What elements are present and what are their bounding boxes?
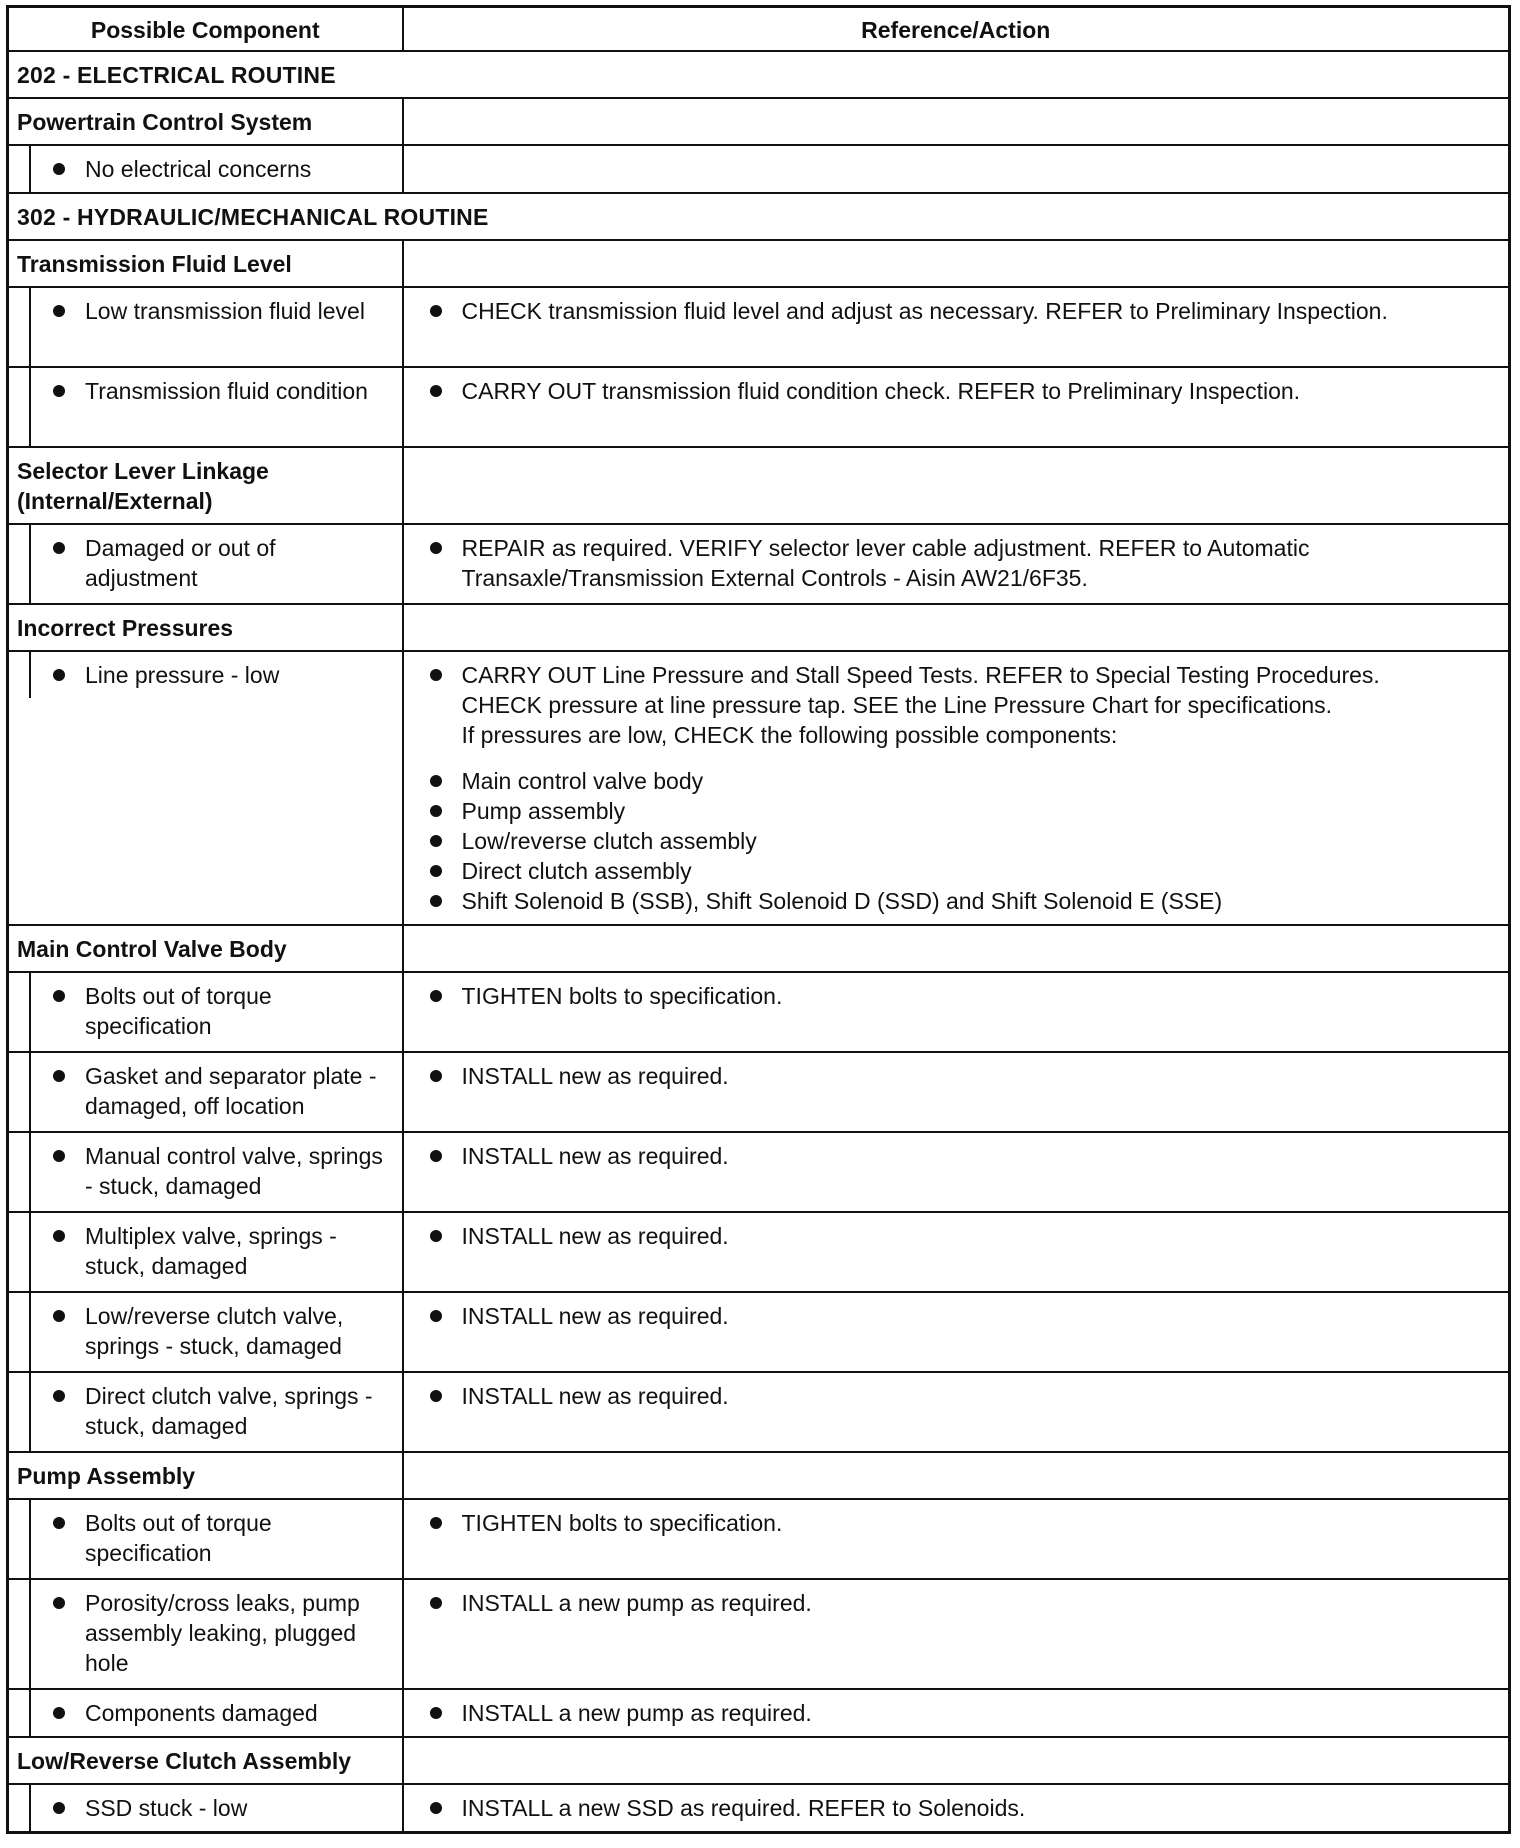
action-text: CARRY OUT transmission fluid condition check. REFER to Preliminary Inspection.: [461, 378, 1301, 404]
indent-bar: [9, 1500, 31, 1578]
group-row: [8, 98, 1510, 145]
group-transmission-fluid-level: Transmission Fluid Level: [8, 240, 403, 287]
table-header-row: [8, 7, 1510, 52]
component-text: Components damaged: [85, 1700, 318, 1726]
component-text: Manual control valve, springs - stuck, damaged: [85, 1143, 383, 1199]
indent-bar: [9, 1053, 31, 1131]
section-hydraulic-mechanical-routine: 302 - HYDRAULIC/MECHANICAL ROUTINE: [8, 193, 1510, 240]
group-empty-cell: [403, 925, 1510, 972]
action-cell: [403, 1689, 1510, 1737]
group-row: [8, 1452, 1510, 1499]
bullet-icon: [53, 1597, 65, 1609]
action-text: INSTALL new as required.: [461, 1223, 729, 1249]
indent-bar: [9, 1785, 31, 1831]
component-text: No electrical concerns: [85, 156, 312, 182]
component-text: Low transmission fluid level: [85, 298, 365, 324]
component-text: Low/reverse clutch valve, springs - stuck, damaged: [85, 1303, 344, 1359]
action-cell: [403, 972, 1510, 1052]
group-empty-cell: [403, 447, 1510, 524]
bullet-icon: [53, 1230, 65, 1242]
action-text: CHECK transmission fluid level and adjust as necessary. REFER to Preliminary Inspection.: [461, 298, 1388, 324]
component-text: SSD stuck - low: [85, 1795, 248, 1821]
action-text: INSTALL new as required.: [461, 1143, 729, 1169]
list-item: Direct clutch assembly: [461, 858, 692, 884]
group-low-reverse-clutch-assembly: Low/Reverse Clutch Assembly: [8, 1737, 403, 1784]
group-incorrect-pressures: Incorrect Pressures: [8, 604, 403, 651]
component-cell: [8, 1784, 403, 1833]
table-row: [8, 972, 1510, 1052]
bullet-icon: [430, 1390, 442, 1402]
indent-bar: [9, 1373, 31, 1451]
indent-bar: [9, 1133, 31, 1211]
table-row: [8, 1052, 1510, 1132]
action-text: INSTALL a new pump as required.: [461, 1590, 812, 1616]
bullet-icon: [53, 1707, 65, 1719]
table-row: [8, 287, 1510, 367]
group-empty-cell: [403, 604, 1510, 651]
list-item: Shift Solenoid B (SSB), Shift Solenoid D (SSD) and Shift Solenoid E (SSE): [461, 888, 1223, 914]
table-row: [8, 1212, 1510, 1292]
component-cell: [8, 367, 403, 447]
group-powertrain-control-system: Powertrain Control System: [8, 98, 403, 145]
action-text: INSTALL a new pump as required.: [461, 1700, 812, 1726]
component-text: Bolts out of torque specification: [85, 1510, 272, 1566]
bullet-icon: [53, 990, 65, 1002]
group-empty-cell: [403, 1737, 1510, 1784]
bullet-icon: [430, 895, 442, 907]
indent-bar: [9, 1690, 31, 1736]
action-cell: [403, 367, 1510, 447]
bullet-icon: [53, 305, 65, 317]
bullet-icon: [53, 385, 65, 397]
bullet-icon: [430, 385, 442, 397]
bullet-icon: [53, 1070, 65, 1082]
bullet-icon: [430, 865, 442, 877]
table-row: [8, 1689, 1510, 1737]
component-text: Damaged or out of adjustment: [85, 535, 276, 591]
component-cell: [8, 1132, 403, 1212]
bullet-icon: [53, 669, 65, 681]
bullet-icon: [430, 990, 442, 1002]
bullet-icon: [53, 1150, 65, 1162]
table-row: [8, 651, 1510, 925]
bullet-icon: [430, 1230, 442, 1242]
group-row: [8, 447, 1510, 524]
indent-bar: [9, 1293, 31, 1371]
bullet-icon: [430, 305, 442, 317]
group-main-control-valve-body: Main Control Valve Body: [8, 925, 403, 972]
bullet-icon: [430, 542, 442, 554]
group-selector-lever-linkage: Selector Lever Linkage (Internal/External): [8, 447, 403, 524]
action-text: INSTALL new as required.: [461, 1063, 729, 1089]
component-cell: [8, 1499, 403, 1579]
component-cell: [8, 287, 403, 367]
indent-bar: [9, 368, 31, 446]
component-text: Line pressure - low: [85, 662, 280, 688]
bullet-icon: [430, 775, 442, 787]
section-row: [8, 51, 1510, 98]
indent-bar: [9, 525, 31, 603]
bullet-icon: [430, 1597, 442, 1609]
header-reference-action: Reference/Action: [403, 7, 1510, 52]
action-text: INSTALL a new SSD as required. REFER to Solenoids.: [461, 1795, 1026, 1821]
group-row: [8, 240, 1510, 287]
bullet-icon: [53, 1802, 65, 1814]
component-cell: [8, 1689, 403, 1737]
bullet-icon: [53, 163, 65, 175]
action-text: TIGHTEN bolts to specification.: [461, 983, 783, 1009]
table-row: [8, 1372, 1510, 1452]
indent-bar: [9, 652, 31, 698]
bullet-icon: [430, 805, 442, 817]
action-text: INSTALL new as required.: [461, 1383, 729, 1409]
component-text: Bolts out of torque specification: [85, 983, 272, 1039]
action-cell: [403, 1052, 1510, 1132]
table-row: [8, 1579, 1510, 1689]
action-text: CHECK pressure at line pressure tap. SEE the Line Pressure Chart for specifications.: [461, 692, 1333, 718]
diagnostic-table: [6, 5, 1511, 1834]
header-possible-component: Possible Component: [8, 7, 403, 52]
component-cell: [8, 1052, 403, 1132]
bullet-icon: [430, 1150, 442, 1162]
group-empty-cell: [403, 98, 1510, 145]
indent-bar: [9, 146, 31, 192]
action-cell: [403, 145, 1510, 193]
component-check-list: [430, 766, 1497, 916]
component-cell: [8, 1579, 403, 1689]
table-row: [8, 524, 1510, 604]
bullet-icon: [430, 1070, 442, 1082]
bullet-icon: [430, 1707, 442, 1719]
group-empty-cell: [403, 240, 1510, 287]
table-row: [8, 1499, 1510, 1579]
component-cell: [8, 1212, 403, 1292]
action-cell: [403, 1372, 1510, 1452]
bullet-icon: [430, 669, 442, 681]
list-item: Pump assembly: [461, 798, 626, 824]
bullet-icon: [53, 1390, 65, 1402]
component-cell: [8, 651, 403, 925]
bullet-icon: [430, 1802, 442, 1814]
action-cell: [403, 1499, 1510, 1579]
action-cell: [403, 1292, 1510, 1372]
component-cell: [8, 972, 403, 1052]
group-row: [8, 604, 1510, 651]
action-cell: [403, 1579, 1510, 1689]
action-text: REPAIR as required. VERIFY selector lever cable adjustment. REFER to Automatic Transaxle/Transmission External Controls - Aisin AW21/6F35.: [461, 535, 1310, 591]
bullet-icon: [430, 1310, 442, 1322]
component-text: Porosity/cross leaks, pump assembly leaking, plugged hole: [85, 1590, 360, 1676]
group-row: [8, 1737, 1510, 1784]
component-cell: [8, 524, 403, 604]
action-text: TIGHTEN bolts to specification.: [461, 1510, 783, 1536]
table-row: [8, 1784, 1510, 1833]
bullet-icon: [53, 1310, 65, 1322]
action-cell: [403, 1132, 1510, 1212]
list-item: Main control valve body: [461, 768, 704, 794]
indent-bar: [9, 973, 31, 1051]
table-row: [8, 367, 1510, 447]
bullet-icon: [430, 1517, 442, 1529]
bullet-icon: [53, 542, 65, 554]
action-cell: [403, 651, 1510, 925]
action-text: CARRY OUT Line Pressure and Stall Speed Tests. REFER to Special Testing Procedures.: [461, 662, 1380, 688]
indent-bar: [9, 288, 31, 366]
component-cell: [8, 1292, 403, 1372]
section-row: [8, 193, 1510, 240]
list-item: Low/reverse clutch assembly: [461, 828, 757, 854]
component-text: Multiplex valve, springs - stuck, damaged: [85, 1223, 337, 1279]
component-cell: [8, 1372, 403, 1452]
component-text: Transmission fluid condition: [85, 378, 368, 404]
component-text: Direct clutch valve, springs - stuck, damaged: [85, 1383, 373, 1439]
component-text: Gasket and separator plate - damaged, off location: [85, 1063, 377, 1119]
table-row: [8, 1292, 1510, 1372]
action-text: INSTALL new as required.: [461, 1303, 729, 1329]
action-text: If pressures are low, CHECK the following possible components:: [461, 722, 1118, 748]
table-row: [8, 145, 1510, 193]
diagnostic-table-page: [6, 5, 1508, 1834]
group-pump-assembly: Pump Assembly: [8, 1452, 403, 1499]
action-cell: [403, 287, 1510, 367]
group-empty-cell: [403, 1452, 1510, 1499]
table-row: [8, 1132, 1510, 1212]
group-row: [8, 925, 1510, 972]
action-cell: [403, 1784, 1510, 1833]
indent-bar: [9, 1580, 31, 1688]
component-cell: [8, 145, 403, 193]
indent-bar: [9, 1213, 31, 1291]
action-cell: [403, 524, 1510, 604]
section-electrical-routine: 202 - ELECTRICAL ROUTINE: [8, 51, 1510, 98]
bullet-icon: [53, 1517, 65, 1529]
bullet-icon: [430, 835, 442, 847]
action-cell: [403, 1212, 1510, 1292]
